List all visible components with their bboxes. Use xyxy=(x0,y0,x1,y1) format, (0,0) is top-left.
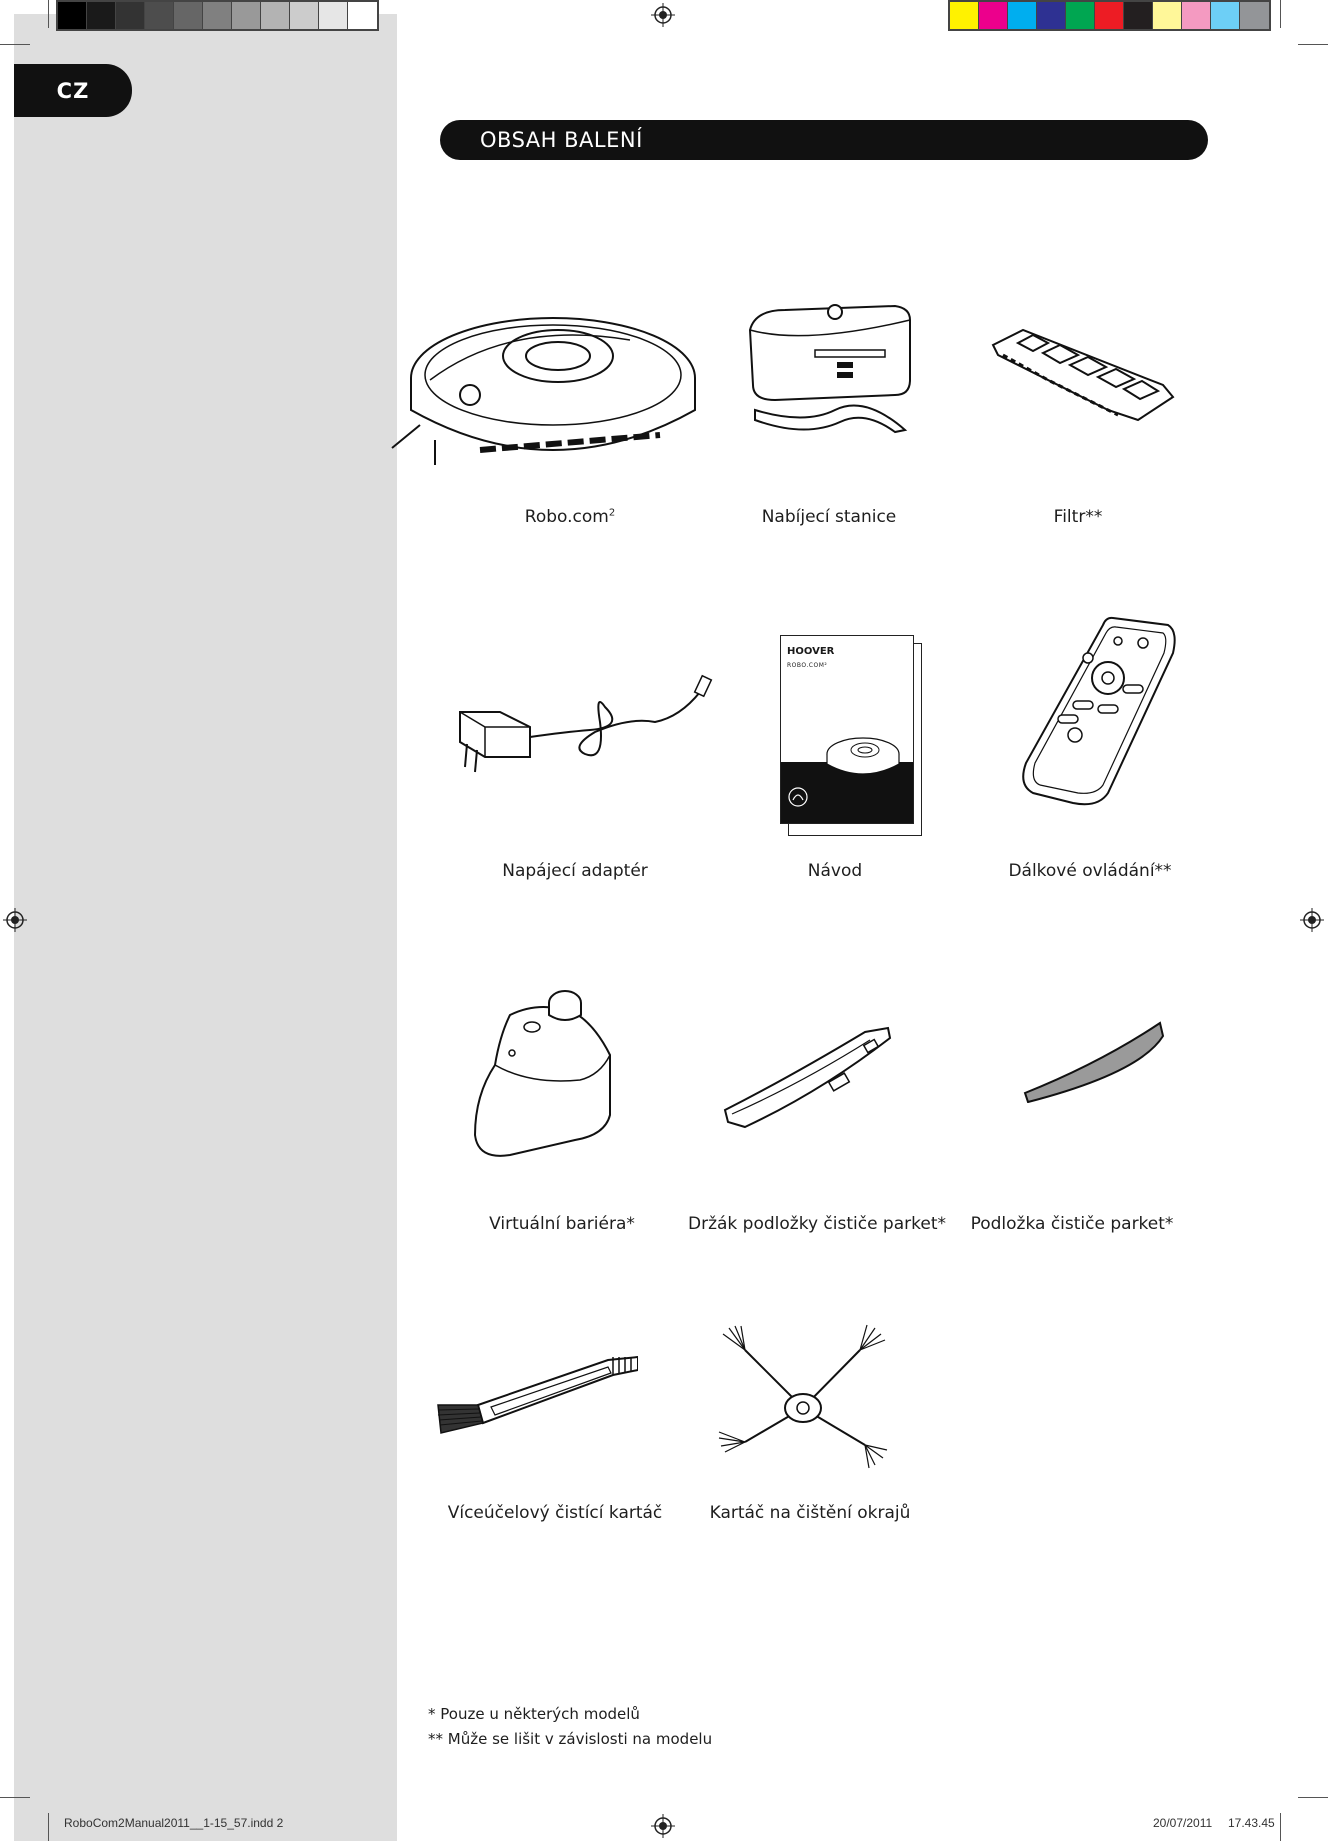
item-label: Filtr** xyxy=(1053,507,1103,527)
section-title xyxy=(440,120,1208,160)
item-label: Robo.com$^2$ xyxy=(524,507,616,527)
crop-mark xyxy=(0,1797,30,1798)
color-swatch xyxy=(174,2,203,29)
slug-date: 20/07/2011 xyxy=(1153,1816,1213,1830)
robot-vacuum-icon xyxy=(390,300,700,470)
item-label: Virtuální bariéra* xyxy=(489,1214,635,1234)
item-label: Napájecí adaptér xyxy=(502,861,648,881)
manual-brand: HOOVER xyxy=(787,646,835,657)
color-swatch xyxy=(319,2,348,29)
item-label: Podložka čističe parket* xyxy=(970,1214,1174,1234)
registration-mark-icon xyxy=(651,1814,675,1838)
pad-holder-icon xyxy=(720,1022,895,1132)
color-swatch xyxy=(1037,2,1066,29)
color-swatch xyxy=(145,2,174,29)
manual-product: ROBO.COM² xyxy=(787,662,828,669)
color-swatch xyxy=(203,2,232,29)
color-swatch xyxy=(290,2,319,29)
cleaning-brush-icon xyxy=(433,1345,638,1445)
color-swatch xyxy=(261,2,290,29)
crop-mark xyxy=(48,0,49,28)
color-swatch xyxy=(1182,2,1211,29)
color-swatch xyxy=(116,2,145,29)
footnote: * Pouze u některých modelů xyxy=(428,1705,640,1723)
color-swatch xyxy=(232,2,261,29)
side-panel xyxy=(14,14,397,1841)
charging-station-icon xyxy=(745,300,920,440)
parquet-pad-icon xyxy=(1020,1018,1165,1103)
hoover-logo-icon xyxy=(787,786,809,808)
registration-mark-icon xyxy=(1300,908,1324,932)
item-label: Návod xyxy=(807,861,863,881)
slug-file: RoboCom2Manual2011__1-15_57.indd 2 xyxy=(64,1816,284,1830)
section-title-text: OBSAH BALENÍ xyxy=(480,128,643,152)
slug-time: 17.43.45 xyxy=(1228,1816,1275,1830)
color-swatch xyxy=(87,2,116,29)
manual-robot-image xyxy=(823,732,903,784)
remote-control-icon xyxy=(1018,613,1178,808)
color-swatch xyxy=(979,2,1008,29)
color-swatch xyxy=(1240,2,1269,29)
crop-mark xyxy=(1298,1797,1328,1798)
item-label: Držák podložky čističe parket* xyxy=(688,1214,946,1234)
edge-brush-icon xyxy=(715,1320,890,1470)
item-label: Kartáč na čištění okrajů xyxy=(709,1503,911,1523)
crop-mark xyxy=(48,1813,49,1841)
crop-mark xyxy=(0,44,30,45)
virtual-barrier-icon xyxy=(470,985,620,1170)
color-swatch xyxy=(348,2,377,29)
manual-cover xyxy=(780,635,914,824)
grayscale-bar xyxy=(56,0,379,31)
registration-mark-icon xyxy=(651,3,675,27)
color-bar xyxy=(948,0,1271,31)
footnote: ** Může se lišit v závislosti na modelu xyxy=(428,1730,713,1748)
crop-mark xyxy=(1280,0,1281,28)
power-adapter-icon xyxy=(455,672,715,792)
item-label: Víceúčelový čistící kartáč xyxy=(447,1503,663,1523)
footnotes xyxy=(428,1702,712,1752)
color-swatch xyxy=(1124,2,1153,29)
color-swatch xyxy=(950,2,979,29)
color-swatch xyxy=(1095,2,1124,29)
language-tab: CZ xyxy=(14,64,132,117)
color-swatch xyxy=(1211,2,1240,29)
crop-mark xyxy=(1298,44,1328,45)
item-label: Nabíjecí stanice xyxy=(761,507,897,527)
filter-icon xyxy=(988,325,1178,425)
item-label: Dálkové ovládání** xyxy=(1008,861,1172,881)
color-swatch xyxy=(58,2,87,29)
crop-mark xyxy=(1280,1813,1281,1841)
registration-mark-icon xyxy=(3,908,27,932)
color-swatch xyxy=(1153,2,1182,29)
color-swatch xyxy=(1066,2,1095,29)
color-swatch xyxy=(1008,2,1037,29)
